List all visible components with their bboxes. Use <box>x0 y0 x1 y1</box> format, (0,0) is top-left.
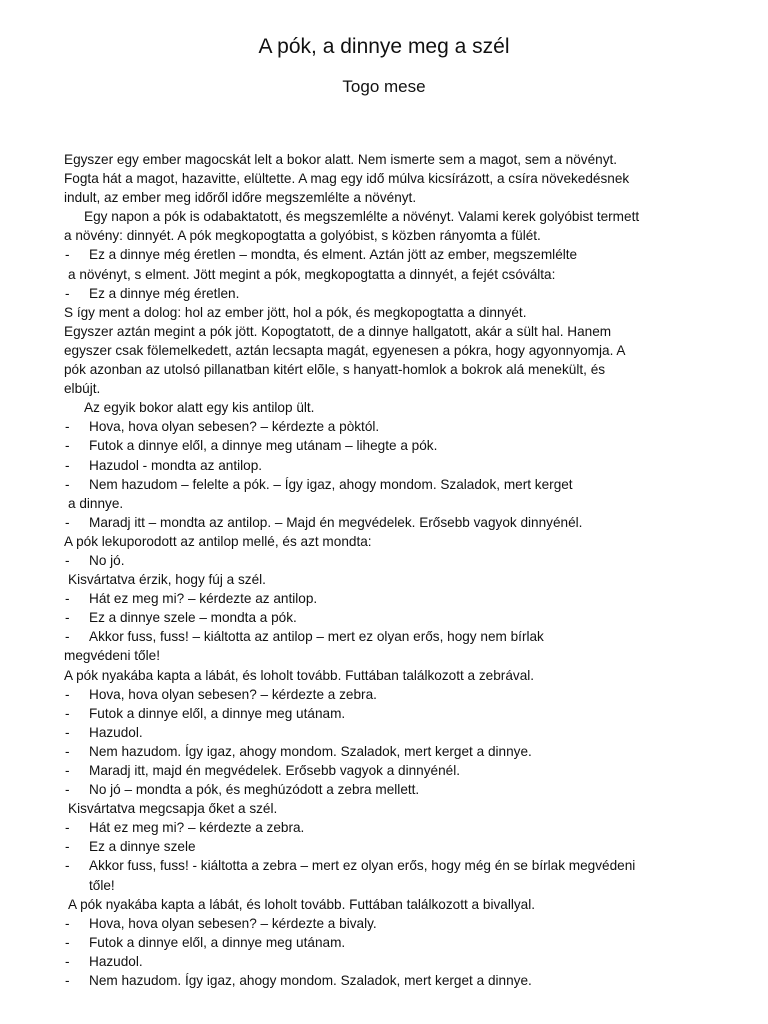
line-text: a növény: dinnyét. A pók megkopogtatta a golyóbist, s közben rányomta a fülét. <box>64 228 541 244</box>
dialogue-line <box>0 952 768 971</box>
line-text: Ez a dinnye szele – mondta a pók. <box>89 610 297 626</box>
dialogue-dash: - <box>65 820 70 836</box>
line-text: Kisvártatva érzik, hogy fúj a szél. <box>68 572 266 588</box>
line-text: No jó – mondta a pók, és meghúzódott a zebra mellett. <box>89 782 420 798</box>
line-text: Hát ez meg mi? – kérdezte az antilop. <box>89 591 318 607</box>
dialogue-line <box>0 933 768 952</box>
dialogue-line <box>0 818 768 837</box>
dialogue-dash: - <box>65 457 70 473</box>
text-line <box>0 570 768 589</box>
line-text: Egyszer egy ember magocskát lelt a bokor alatt. Nem ismerte sem a magot, sem a növényt. <box>64 152 618 167</box>
line-text: Egyszer aztán megint a pók jött. Kopogtatott, de a dinnye hallgatott, akár a sült hal. Hanem <box>64 323 612 339</box>
dialogue-line <box>0 589 768 608</box>
line-text: Nem hazudom. Így igaz, ahogy mondom. Szaladok, mert kerget a dinnye. <box>89 743 532 759</box>
text-line <box>0 876 768 895</box>
dialogue-dash: - <box>65 247 70 263</box>
line-text: Hova, hova olyan sebesen? – kérdezte a bivaly. <box>89 915 377 931</box>
line-text: Hazudol - mondta az antilop. <box>89 457 263 473</box>
page-title: A pók, a dinnye meg a szél <box>258 35 510 58</box>
line-text: megvédeni tőle! <box>64 648 160 664</box>
text-line <box>0 532 768 551</box>
dialogue-line <box>0 456 768 475</box>
line-text: Akkor fuss, fuss! – kiáltotta az antilop – mert ez olyan erős, hogy nem bírlak <box>89 629 544 645</box>
dialogue-dash: - <box>65 514 70 530</box>
dialogue-dash: - <box>65 591 70 607</box>
dialogue-line <box>0 914 768 933</box>
line-text: Kisvártatva megcsapja őket a szél. <box>68 801 278 817</box>
dialogue-dash: - <box>65 763 70 778</box>
line-text: Maradj itt, majd én megvédelek. Erősebb vagyok a dinnyénél. <box>89 763 461 778</box>
line-text: Futok a dinnye elől, a dinnye meg utánam. <box>89 705 346 721</box>
dialogue-line <box>0 417 768 436</box>
line-text: A pók lekuporodott az antilop mellé, és azt mondta: <box>64 533 372 549</box>
text-line <box>0 207 768 226</box>
text-line <box>0 799 768 818</box>
dialogue-dash: - <box>65 743 70 759</box>
line-text: Nem hazudom. Így igaz, ahogy mondom. Szaladok, mert kerget a dinnye. <box>89 973 532 989</box>
line-text: A pók nyakába kapta a lábát, és loholt tovább. Futtában találkozott a bivallyal. <box>68 896 536 912</box>
line-text: Akkor fuss, fuss! - kiáltotta a zebra – mert ez olyan erős, hogy még én se bírlak megvédeni <box>89 858 636 874</box>
line-text: Nem hazudom – felelte a pók. – Így igaz, ahogy mondom. Szaladok, mert kerget <box>89 476 573 492</box>
text-line <box>0 169 768 188</box>
text-line <box>0 379 768 398</box>
line-text: Hova, hova olyan sebesen? – kérdezte a zebra. <box>89 686 377 702</box>
dialogue-line <box>0 742 768 761</box>
text-line <box>0 666 768 685</box>
dialogue-dash: - <box>65 610 70 626</box>
line-text: Ez a dinnye még éretlen – mondta, és elment. Aztán jött az ember, megszemlélte <box>89 247 578 263</box>
line-text: Fogta hát a magot, hazavitte, elültette. A mag egy idő múlva kicsírázott, a csíra növekedésnek <box>64 171 630 187</box>
dialogue-line <box>0 837 768 856</box>
dialogue-line <box>0 245 768 264</box>
text-line <box>0 188 768 207</box>
dialogue-dash: - <box>65 686 70 702</box>
dialogue-line <box>0 761 768 780</box>
text-line <box>0 646 768 665</box>
line-text: Egy napon a pók is odabaktatott, és megszemlélte a növényt. Valami kerek golyóbist termett <box>84 209 640 225</box>
dialogue-line <box>0 436 768 455</box>
dialogue-line <box>0 627 768 646</box>
line-text: Hát ez meg mi? – kérdezte a zebra. <box>89 820 305 836</box>
dialogue-dash: - <box>65 953 70 969</box>
line-text: A pók nyakába kapta a lábát, és loholt tovább. Futtában találkozott a zebrával. <box>64 667 535 683</box>
dialogue-dash: - <box>65 552 70 568</box>
dialogue-line <box>0 551 768 570</box>
dialogue-dash: - <box>65 705 70 721</box>
text-line <box>0 360 768 379</box>
dialogue-dash: - <box>65 285 70 301</box>
text-line <box>0 895 768 914</box>
dialogue-line <box>0 284 768 303</box>
dialogue-line <box>0 723 768 742</box>
text-line <box>0 150 768 169</box>
dialogue-line <box>0 608 768 627</box>
text-line <box>0 265 768 284</box>
line-text: Futok a dinnye elől, a dinnye meg utánam. <box>89 934 346 950</box>
line-text: Hova, hova olyan sebesen? – kérdezte a pòktól. <box>89 419 380 435</box>
text-line <box>0 494 768 513</box>
dialogue-dash: - <box>65 915 70 931</box>
dialogue-dash: - <box>65 973 70 989</box>
line-text: Ez a dinnye szele <box>89 839 196 855</box>
dialogue-line <box>0 704 768 723</box>
line-text: indult, az ember meg időről időre megszemlélte a növényt. <box>64 190 417 206</box>
line-text: Hazudol. <box>89 724 143 740</box>
text-line <box>0 303 768 322</box>
story-body <box>0 150 768 990</box>
text-line <box>0 341 768 360</box>
line-text: a növényt, s elment. Jött megint a pók, megkopogtatta a dinnyét, a fejét csóválta: <box>68 266 556 282</box>
dialogue-dash: - <box>65 438 70 454</box>
line-text: Futok a dinnye elől, a dinnye meg utánam – lihegte a pók. <box>89 438 438 454</box>
dialogue-line <box>0 513 768 532</box>
dialogue-dash: - <box>65 782 70 798</box>
line-text: Ez a dinnye még éretlen. <box>89 285 240 301</box>
dialogue-line <box>0 780 768 799</box>
dialogue-dash: - <box>65 839 70 855</box>
dialogue-dash: - <box>65 419 70 435</box>
line-text: Hazudol. <box>89 953 143 969</box>
dialogue-dash: - <box>65 858 70 874</box>
line-text: No jó. <box>89 552 125 568</box>
dialogue-line <box>0 685 768 704</box>
page-subtitle: Togo mese <box>342 77 426 96</box>
line-text: egyszer csak fölemelkedett, aztán lecsapta magát, egyenesen a pókra, hogy agyonnyomja. A <box>64 342 626 358</box>
line-text: tőle! <box>89 877 115 893</box>
line-text: Az egyik bokor alatt egy kis antilop ült. <box>84 400 315 416</box>
dialogue-dash: - <box>65 934 70 950</box>
dialogue-dash: - <box>65 629 70 645</box>
line-text: Maradj itt – mondta az antilop. – Majd én megvédelek. Erősebb vagyok dinnyénél. <box>89 514 583 530</box>
line-text: a dinnye. <box>68 495 124 511</box>
line-text: S így ment a dolog: hol az ember jött, hol a pók, és megkopogtatta a dinnyét. <box>64 304 527 320</box>
line-text: pók azonban az utolsó pillanatban kitért elõle, s hanyatt-homlok a bokrok alá menekült, és <box>64 362 606 378</box>
dialogue-line <box>0 971 768 990</box>
dialogue-line <box>0 856 768 875</box>
dialogue-dash: - <box>65 476 70 492</box>
text-line <box>0 398 768 417</box>
dialogue-dash: - <box>65 724 70 740</box>
text-line <box>0 322 768 341</box>
line-text: elbújt. <box>64 381 101 397</box>
text-line <box>0 226 768 245</box>
dialogue-line <box>0 475 768 494</box>
